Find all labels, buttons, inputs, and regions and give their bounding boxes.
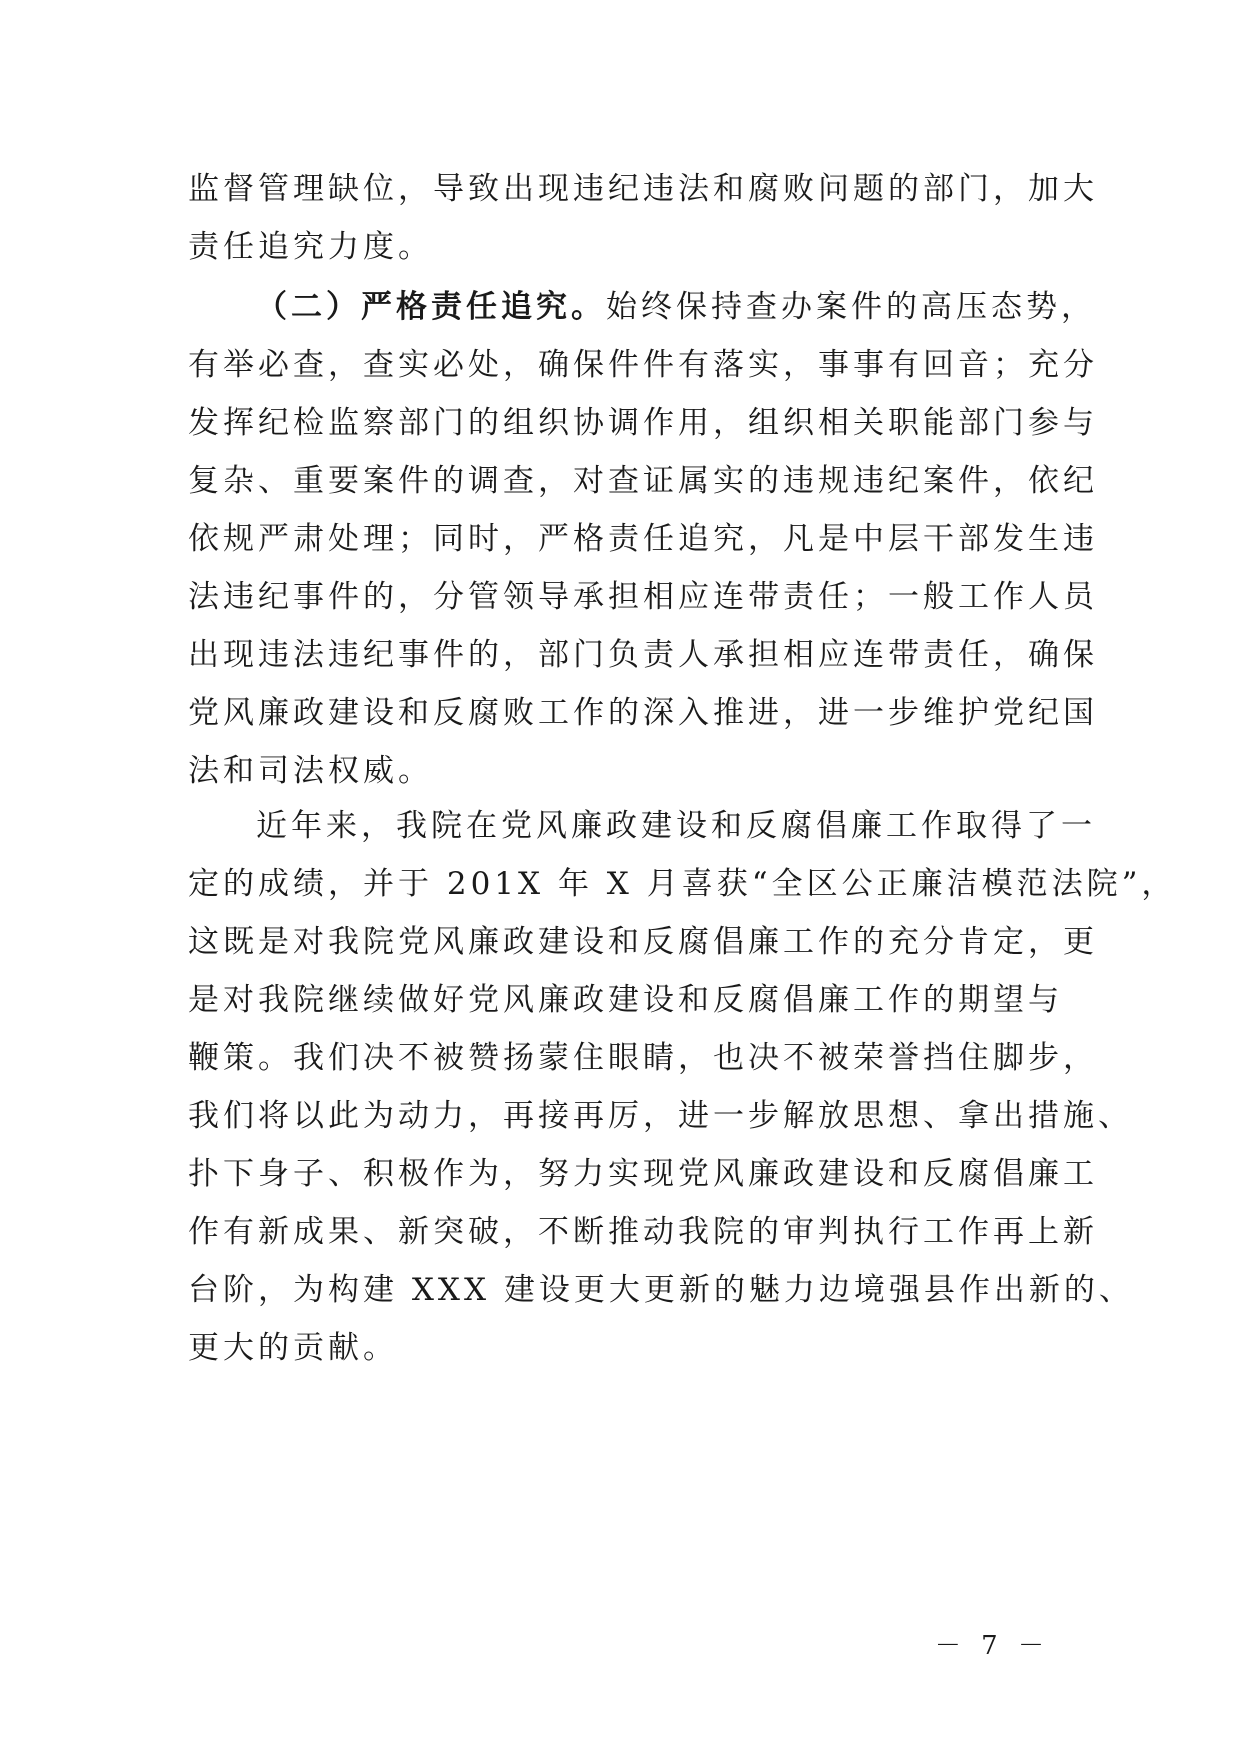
paragraph-continuation bbox=[188, 160, 1098, 276]
text-line: 更大的贡献。 bbox=[188, 1330, 398, 1366]
paragraph-first-line: 近年来，我院在党风廉政建设和反腐倡廉工作取得了一 bbox=[256, 808, 1096, 844]
paragraph-recent-achievements bbox=[188, 797, 1177, 1377]
text-line: 法和司法权威。 bbox=[188, 753, 433, 789]
text-line: 法违纪事件的，分管领导承担相应连带责任；一般工作人员 bbox=[188, 579, 1098, 615]
page-number: － 7 － bbox=[934, 1631, 1050, 1661]
text-line: 扑下身子、积极作为，努力实现党风廉政建设和反腐倡廉工 bbox=[188, 1156, 1098, 1192]
text-line: 发挥纪检监察部门的组织协调作用，组织相关职能部门参与 bbox=[188, 405, 1098, 441]
paragraph-strict-accountability bbox=[188, 278, 1098, 800]
text-line: 党风廉政建设和反腐败工作的深入推进，进一步维护党纪国 bbox=[188, 695, 1098, 731]
text-line: 是对我院继续做好党风廉政建设和反腐倡廉工作的期望与 bbox=[188, 982, 1063, 1018]
paragraph-first-line bbox=[188, 278, 1096, 336]
text-line: 责任追究力度。 bbox=[188, 229, 433, 265]
section-heading: （二）严格责任追究。 bbox=[256, 289, 606, 325]
text-line: 台阶，为构建 XXX 建设更大更新的魅力边境强县作出新的、 bbox=[188, 1272, 1134, 1308]
text-line: 这既是对我院党风廉政建设和反腐倡廉工作的充分肯定，更 bbox=[188, 924, 1098, 960]
text-line: 鞭策。我们决不被赞扬蒙住眼睛，也决不被荣誉挡住脚步， bbox=[188, 1040, 1098, 1076]
text-line: 依规严肃处理；同时，严格责任追究，凡是中层干部发生违 bbox=[188, 521, 1098, 557]
text-line: 有举必查，查实必处，确保件件有落实，事事有回音；充分 bbox=[188, 347, 1098, 383]
text-line: 复杂、重要案件的调查，对查证属实的违规违纪案件，依纪 bbox=[188, 463, 1098, 499]
text-fragment: 始终保持查办案件的高压态势， bbox=[606, 289, 1096, 325]
text-line: 作有新成果、新突破，不断推动我院的审判执行工作再上新 bbox=[188, 1214, 1098, 1250]
text-line: 出现违法违纪事件的，部门负责人承担相应连带责任，确保 bbox=[188, 637, 1098, 673]
text-line: 定的成绩，并于 201X 年 X 月喜获“全区公正廉洁模范法院”， bbox=[188, 866, 1177, 902]
text-line: 监督管理缺位，导致出现违纪违法和腐败问题的部门，加大 bbox=[188, 171, 1098, 207]
text-line: 我们将以此为动力，再接再厉，进一步解放思想、拿出措施、 bbox=[188, 1098, 1133, 1134]
